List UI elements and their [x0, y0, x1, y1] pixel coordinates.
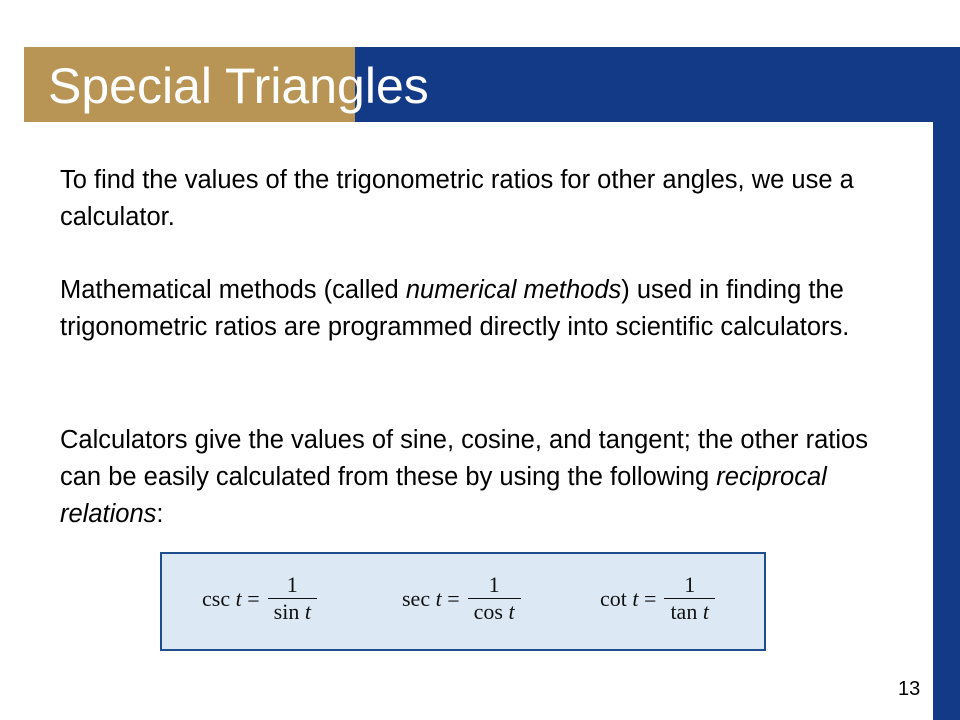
den-var: t [304, 599, 311, 624]
lhs-func: csc [202, 585, 231, 611]
denominator [664, 598, 715, 625]
formula-csc [202, 572, 317, 625]
p2-emphasis: numerical methods [405, 276, 622, 304]
denominator [468, 598, 521, 625]
den-func: sin [273, 599, 300, 624]
equals-sign: = [447, 585, 460, 611]
numerator: 1 [488, 572, 500, 597]
title-bar-blue [355, 47, 960, 122]
paragraph-reciprocal [60, 422, 900, 533]
den-func: tan [670, 599, 698, 624]
formula-lhs [600, 586, 656, 612]
p3-text-after: : [156, 500, 164, 528]
formula-lhs [402, 586, 460, 612]
right-accent-stripe [933, 122, 960, 720]
lhs-func: sec [402, 585, 431, 611]
numerator: 1 [684, 572, 696, 597]
formula-sec [402, 572, 521, 625]
lhs-func: cot [600, 585, 627, 611]
p2-text-after: ) used in finding the trigonometric ratios are programmed directly into scientific calculators. [60, 276, 850, 341]
lhs-var: t [235, 585, 242, 611]
p3-text-before: Calculators give the values of sine, cosine, and tangent; the other ratios can be easily calculated from these by using the following [60, 426, 868, 491]
paragraph-calculator: To find the values of the trigonometric ratios for other angles, we use a calculator. [60, 166, 854, 231]
page-number: 13 [898, 678, 921, 700]
lhs-var: t [435, 585, 442, 611]
equals-sign: = [644, 585, 657, 611]
paragraph-numerical-methods [60, 272, 900, 346]
equals-sign: = [247, 585, 260, 611]
den-func: cos [473, 599, 503, 624]
formula-lhs [202, 586, 260, 612]
formula-cot [600, 572, 715, 625]
reciprocal-relations-box [160, 552, 766, 651]
slide-title: Special Triangles [48, 58, 429, 114]
den-var: t [702, 599, 709, 624]
p2-text-before: Mathematical methods (called [60, 276, 406, 304]
p3-emphasis: reciprocal relations [60, 463, 827, 528]
den-var: t [508, 599, 515, 624]
denominator [268, 598, 317, 625]
fraction [268, 572, 317, 625]
fraction [664, 572, 715, 625]
numerator: 1 [286, 572, 298, 597]
fraction [468, 572, 521, 625]
lhs-var: t [632, 585, 639, 611]
